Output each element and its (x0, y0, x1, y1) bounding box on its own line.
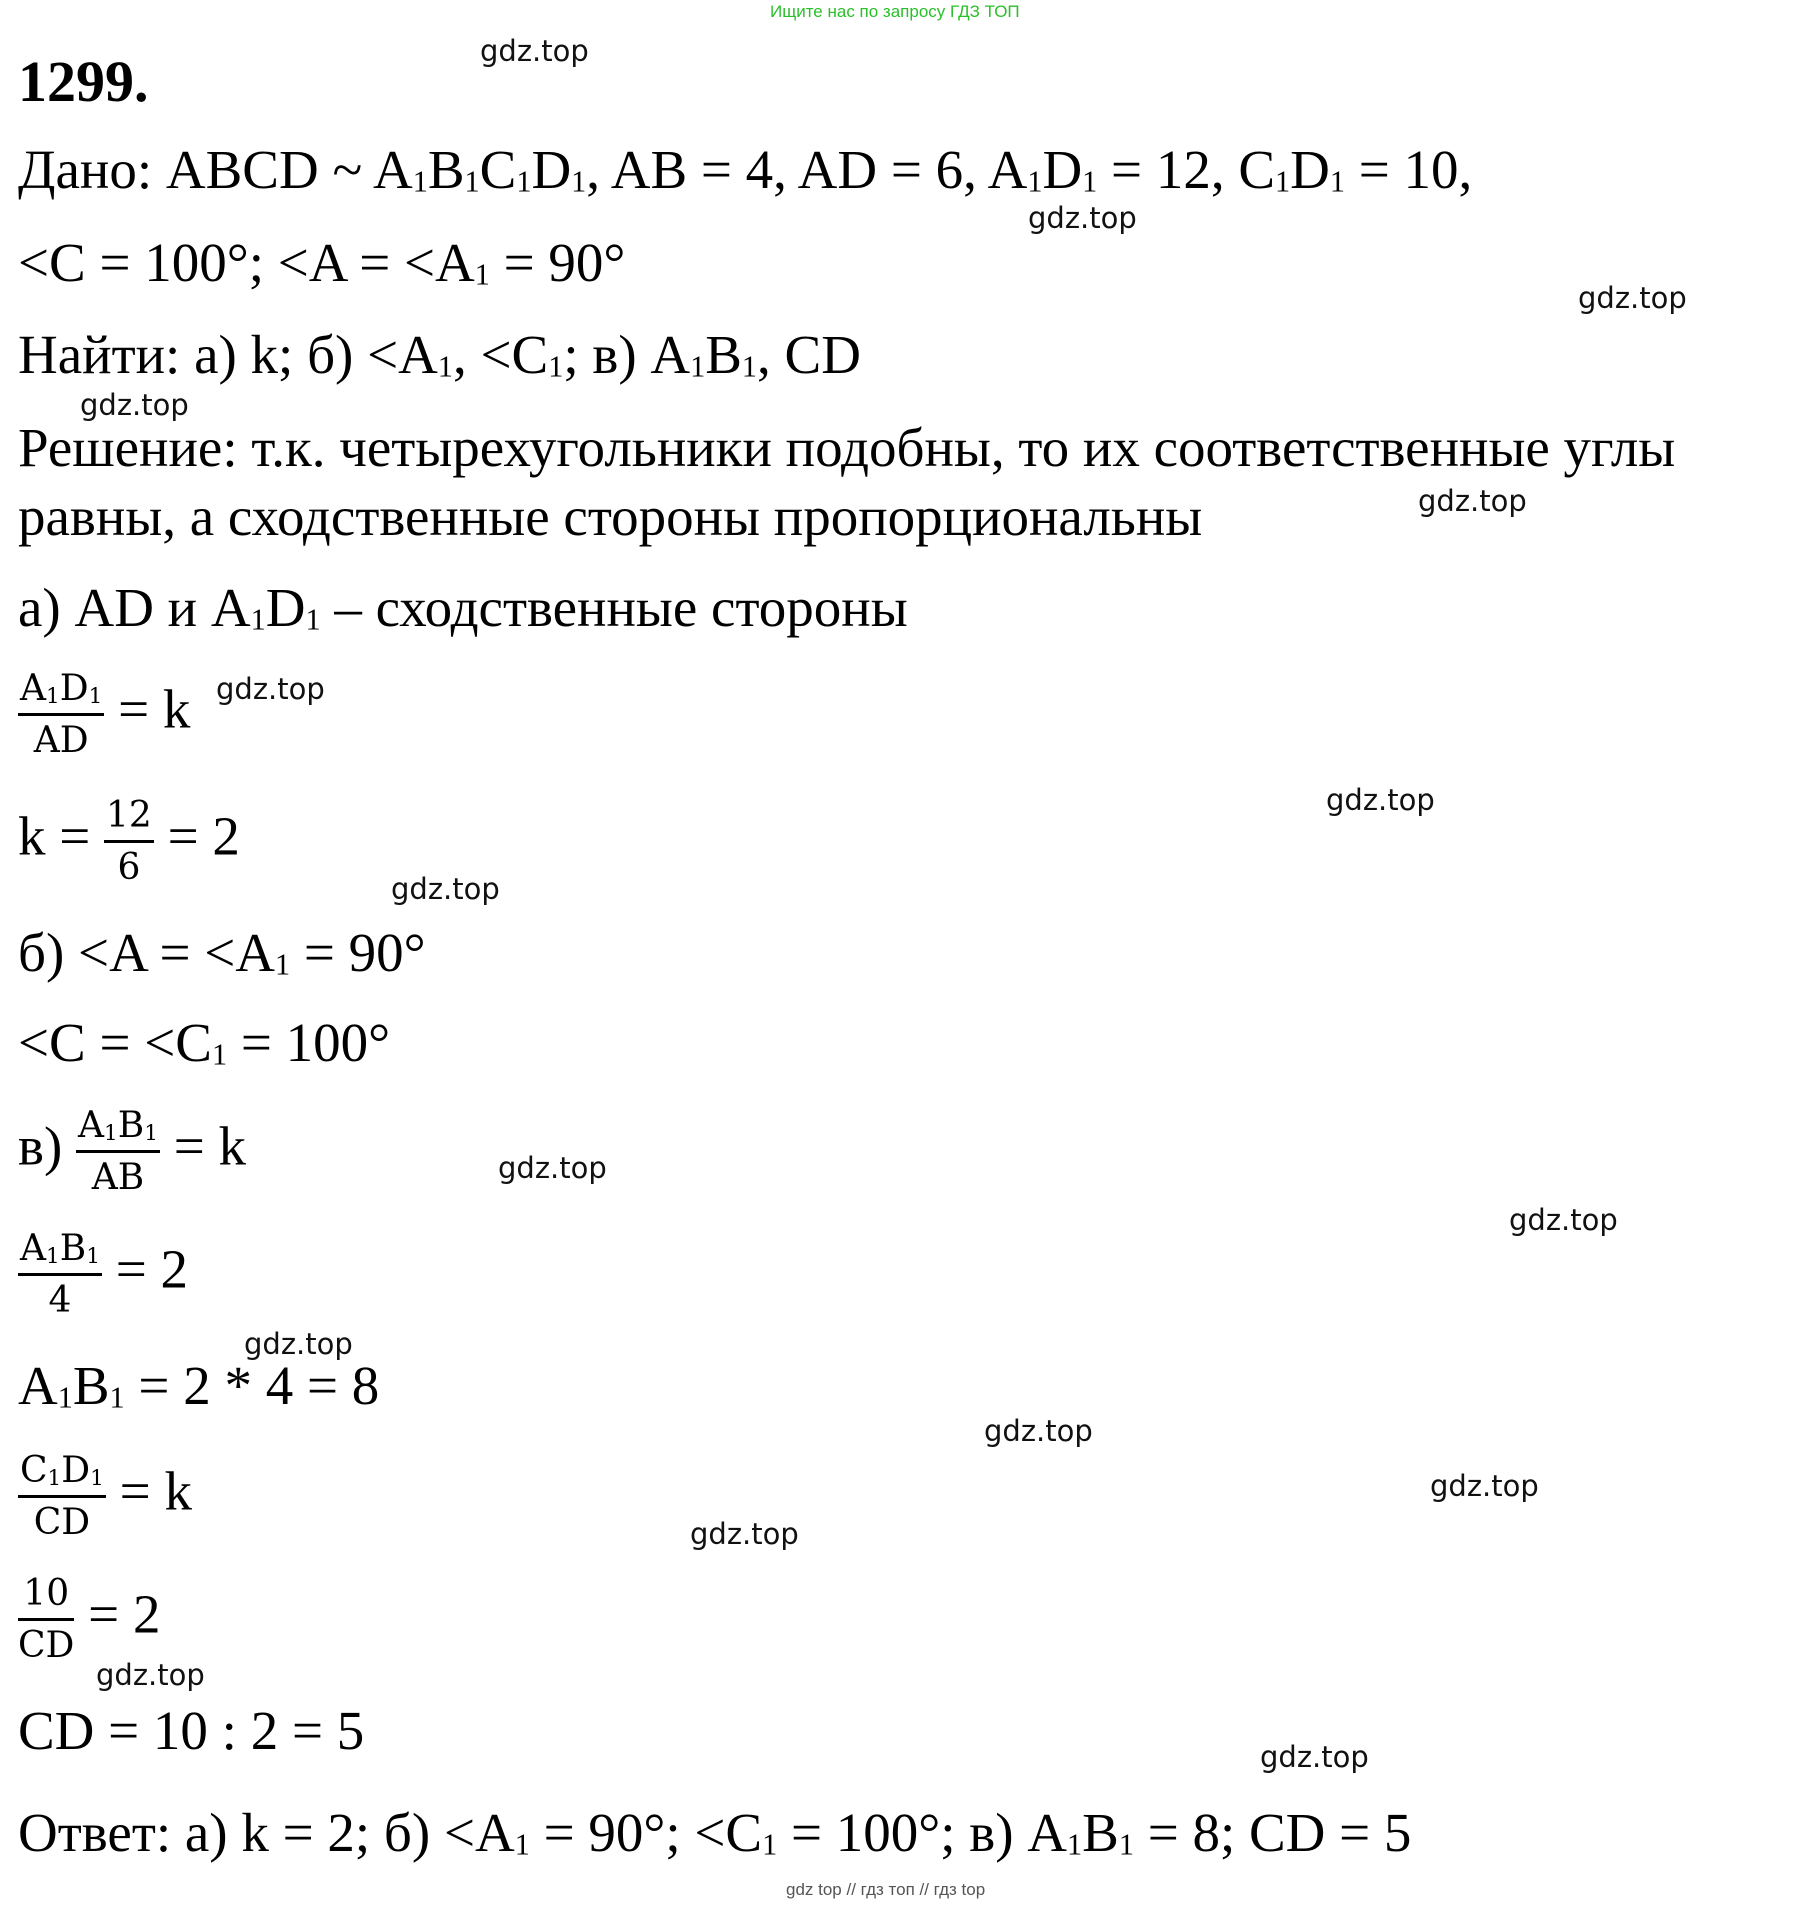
watermark: gdz.top (1509, 1203, 1618, 1237)
watermark: gdz.top (984, 1414, 1093, 1448)
watermark: gdz.top (1326, 783, 1435, 817)
fraction-12-6: $\frac{12}{6}$ (106, 795, 152, 889)
given-line-2: <C = 100°; $<A = <A_1 = 90^\circ$ (18, 232, 626, 293)
watermark: gdz.top (1430, 1469, 1539, 1503)
equation-a1b1-value: $A_1B_1 = 2 * 4 = 8$ (18, 1355, 380, 1416)
answer-line: Ответ: а) k = 2; $б) <A_1 = 90^\circ$; $<C_1 = 100^\circ$; в) $A_1B_1 = 8$; CD = 5 (18, 1802, 1412, 1863)
equation-a1b1-over-4: $\frac{A_1B_1}{4}$ = 2 (20, 1228, 188, 1322)
given-line-1: Дано: ABCD ~ $A_1B_1C_1D_1$, AB = 4, AD = 6, $A_1D_1 = 12$, $C_1D_1 = 10$, (18, 139, 1473, 200)
equation-10-over-cd: $\frac{10}{CD}$ = 2 (18, 1573, 161, 1667)
watermark: gdz.top (96, 1658, 205, 1692)
equation-cd-value: CD = 10 : 2 = 5 (18, 1700, 365, 1761)
footer-links[interactable]: gdz top // гдз топ // гдз top (786, 1880, 986, 1899)
fraction-10-cd: $\frac{10}{CD}$ (18, 1573, 75, 1667)
solution-line-2: равны, а сходственные стороны пропорциональны (18, 486, 1203, 547)
watermark: gdz.top (216, 672, 325, 706)
equation-c1d1-cd: $\frac{C_1D_1}{CD}$ = k (20, 1450, 192, 1544)
step-a-line: а) AD и $A_1D_1$ – сходственные стороны (18, 577, 908, 638)
watermark: gdz.top (1578, 281, 1687, 315)
fraction-c1d1-cd: $\frac{C_1D_1}{CD}$ (20, 1450, 104, 1544)
fraction-a1b1-ab: $\frac{A_1B_1}{AB}$ (78, 1105, 159, 1199)
fraction-a1b1-4: $\frac{A_1B_1}{4}$ (20, 1228, 100, 1322)
watermark: gdz.top (1418, 484, 1527, 518)
step-b-line-1: $б) <A = <A_1 = 90^\circ$ (18, 922, 426, 983)
problem-number: 1299. (18, 49, 149, 114)
watermark: gdz.top (690, 1517, 799, 1551)
watermark: gdz.top (498, 1151, 607, 1185)
watermark: gdz.top (1260, 1740, 1369, 1774)
watermark: gdz.top (244, 1327, 353, 1361)
find-line: Найти: а) k; $б) <A_1$, $<C_1$; в) $A_1B_1$, CD (18, 324, 861, 385)
watermark: gdz.top (391, 872, 500, 906)
equation-k-definition: $\frac{A_1D_1}{AD}$ = k (20, 668, 191, 762)
given-label: Дано: (18, 139, 153, 200)
top-banner[interactable]: Ищите нас по запросу ГДЗ ТОП (770, 2, 1020, 21)
watermark: gdz.top (80, 388, 189, 422)
step-v-line: в) $\frac{A_1B_1}{AB}$ = k (18, 1105, 247, 1199)
watermark: gdz.top (1028, 201, 1137, 235)
solution-line-1: Решение: т.к. четырехугольники подобны, то их соответственные углы (18, 417, 1676, 478)
step-b-line-2: $<C = <C_1 = 100^\circ$ (18, 1012, 391, 1073)
watermark: gdz.top (480, 34, 589, 68)
equation-k-value: k = $\frac{12}{6}$ = 2 (18, 795, 240, 889)
fraction-a1d1-ad: $\frac{A_1D_1}{AD}$ (20, 668, 103, 762)
